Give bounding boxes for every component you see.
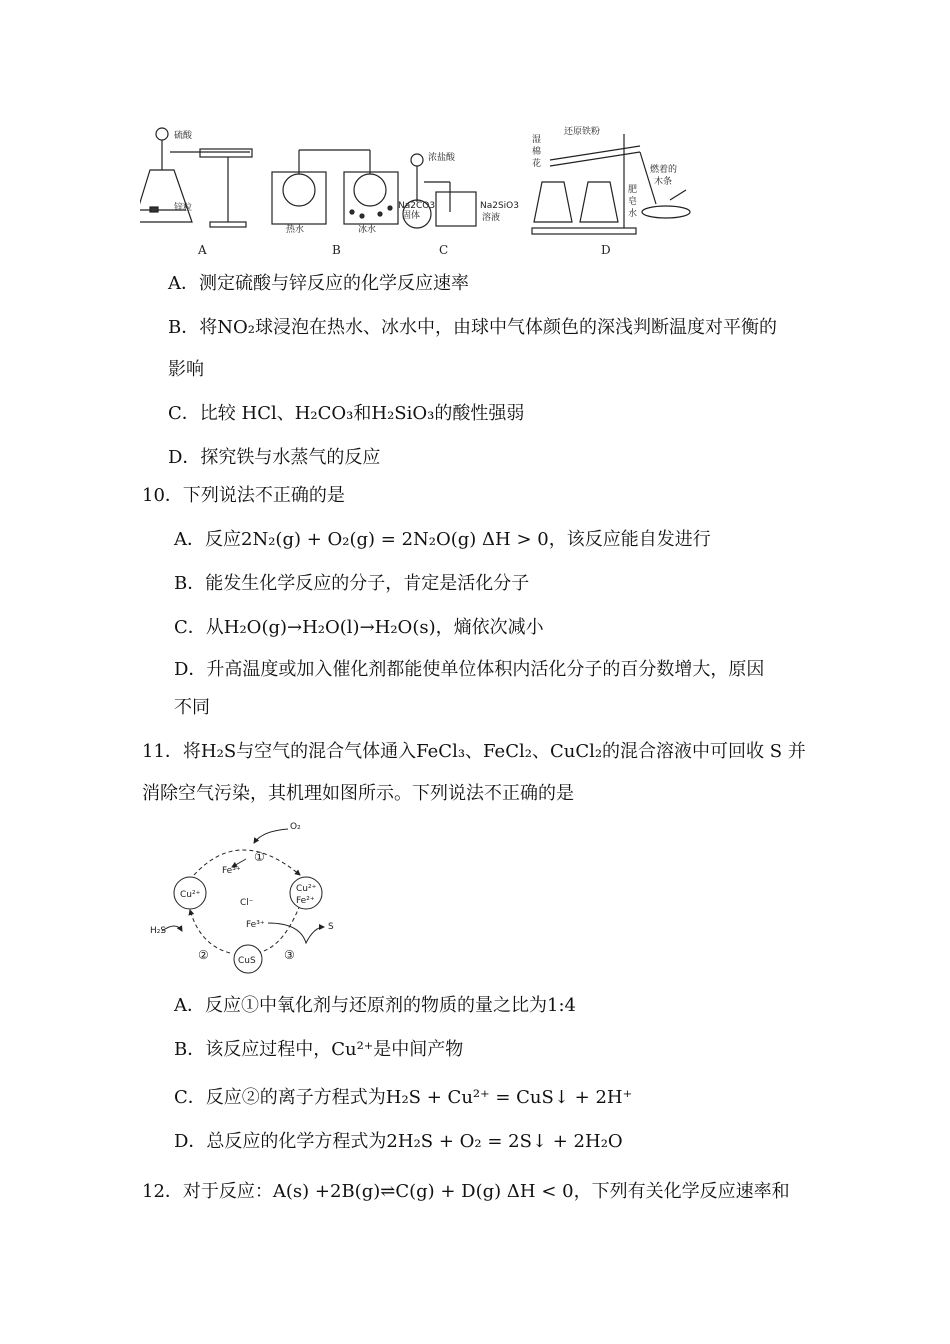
q10-option-d-line2: 不同 — [174, 697, 210, 718]
caption-a: A — [198, 243, 207, 257]
cu2-right-label: Cu²⁺ — [296, 884, 317, 894]
q9-option-a: A．测定硫酸与锌反应的化学反应速率 — [168, 273, 469, 294]
o2-label: O₂ — [290, 822, 301, 832]
cl-label: Cl⁻ — [240, 898, 254, 908]
label-wet-1: 湿 — [532, 135, 542, 145]
fe3-bottom-label: Fe³⁺ — [246, 920, 265, 930]
step-3-label: ③ — [284, 948, 295, 962]
q10-option-b: B．能发生化学反应的分子，肯定是活化分子 — [174, 573, 530, 594]
q11-stem-line2: 消除空气污染，其机理如图所示。下列说法不正确的是 — [142, 783, 574, 804]
label-zinc: 锌粒 — [174, 203, 193, 213]
q11-stem-line1: 11．将H₂S与空气的混合气体通入FeCl₃、FeCl₂、CuCl₂的混合溶液中可回收 S 并 — [142, 741, 806, 762]
label-solution: 溶液 — [482, 213, 501, 223]
q12-stem: 12．对于反应：A(s) +2B(g)⇌C(g) + D(g) ΔH < 0，下列有关化学反应速率和 — [142, 1181, 790, 1202]
q11-option-c: C．反应②的离子方程式为H₂S + Cu²⁺ = CuS↓ + 2H⁺ — [174, 1087, 633, 1108]
caption-b: B — [332, 243, 341, 257]
caption-d: D — [601, 243, 611, 257]
apparatus-a — [140, 128, 252, 227]
step-2-label: ② — [198, 948, 209, 962]
label-burning-1: 燃着的 — [650, 165, 678, 175]
mechanism-figure — [150, 815, 350, 975]
fe3-top-label: Fe³⁺ — [222, 866, 241, 876]
label-soap-2: 皂 — [628, 197, 638, 207]
label-na2sio3: Na2SiO3 — [480, 201, 519, 211]
q10-stem: 10．下列说法不正确的是 — [142, 485, 345, 506]
apparatus-b — [272, 150, 398, 224]
label-iron-powder: 还原铁粉 — [564, 127, 601, 137]
label-wet-3: 花 — [532, 159, 542, 169]
label-soap-3: 水 — [628, 209, 638, 219]
fe2-right-label: Fe²⁺ — [296, 896, 315, 906]
q9-option-b-line1: B．将NO₂球浸泡在热水、冰水中，由球中气体颜色的深浅判断温度对平衡的 — [168, 317, 777, 338]
s-arrow — [268, 923, 324, 943]
o2-arrow — [254, 829, 288, 843]
q11-option-a: A．反应①中氧化剂与还原剂的物质的量之比为1:4 — [174, 995, 576, 1016]
q10-option-a: A．反应2N₂(g) + O₂(g) = 2N₂O(g) ΔH > 0，该反应能自发进行 — [174, 529, 711, 550]
q11-option-d: D．总反应的化学方程式为2H₂S + O₂ = 2S↓ + 2H₂O — [174, 1131, 623, 1152]
label-ice-water: 冰水 — [358, 225, 377, 235]
label-soap-1: 肥 — [628, 185, 638, 195]
label-conc-hcl: 浓盐酸 — [428, 153, 456, 163]
s-label: S — [328, 922, 334, 932]
q11-option-b: B．该反应过程中，Cu²⁺是中间产物 — [174, 1039, 464, 1060]
label-solid: 固体 — [402, 211, 421, 221]
label-burning-2: 木条 — [654, 177, 673, 187]
label-hot-water: 热水 — [286, 225, 305, 235]
q9-option-b-line2: 影响 — [168, 359, 204, 380]
q10-option-c: C．从H₂O(g)→H₂O(l)→H₂O(s)，熵依次减小 — [174, 617, 544, 638]
label-na2co3: Na2CO3 — [398, 201, 436, 211]
h2s-label: H₂S — [150, 926, 167, 936]
caption-c: C — [439, 243, 449, 257]
label-acid: 硫酸 — [174, 131, 193, 141]
cus-label: CuS — [238, 956, 256, 966]
cu2-label: Cu²⁺ — [180, 890, 201, 900]
q9-option-d: D．探究铁与水蒸气的反应 — [168, 447, 381, 468]
label-wet-2: 棉 — [532, 147, 542, 157]
apparatus-figure — [140, 122, 700, 262]
step-1-label: ① — [254, 850, 265, 864]
q10-option-d-line1: D．升高温度或加入催化剂都能使单位体积内活化分子的百分数增大，原因 — [174, 659, 765, 680]
q9-option-c: C．比较 HCl、H₂CO₃和H₂SiO₃的酸性强弱 — [168, 403, 525, 424]
